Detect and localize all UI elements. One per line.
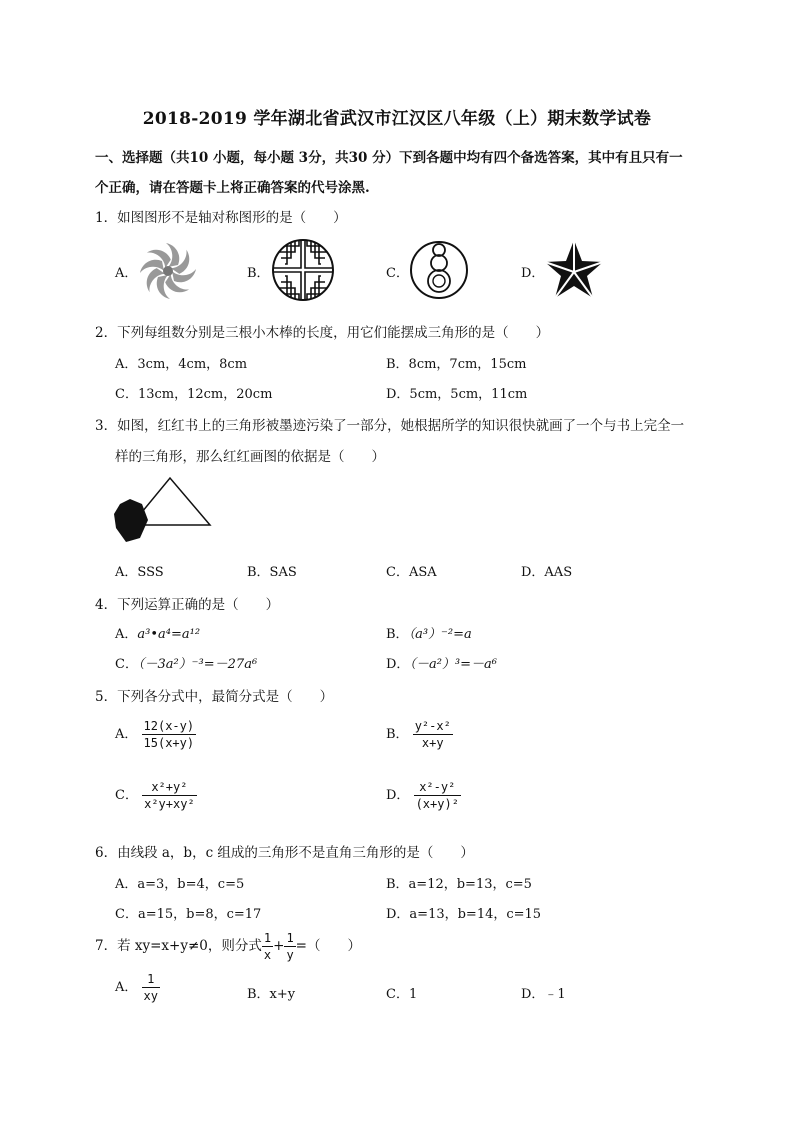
q4-option-c: C．（－3a²）⁻³=－27a⁶ <box>115 657 258 672</box>
q1-option-b-label: B． <box>247 266 270 281</box>
q2-option-d: D．5cm，5cm，11cm <box>386 387 528 402</box>
q6-option-a: A．a=3，b=4，c=5 <box>115 877 245 892</box>
q3-option-a: A．SSS <box>115 565 164 580</box>
q4-option-d: D．（－a²）³=－a⁶ <box>386 657 497 672</box>
question-3-line2: 样的三角形，那么红红画图的依据是（ ） <box>115 449 385 465</box>
section-instructions-line1: 一、选择题（共10 小题，每小题 3分，共30 分）下到各题中均有四个备选答案，其中有且只有一 <box>95 150 683 166</box>
ink-stained-triangle-figure <box>110 472 220 550</box>
q5-c-fraction: $\frac{\text{x²+y²}}{\text{x²y+xy²}}$ <box>144 780 195 811</box>
q7-frac-1-over-y: $\frac{1}{y}$ <box>286 931 294 962</box>
question-1-text: 1．如图图形不是轴对称图形的是（ ） <box>95 210 347 226</box>
q2-option-b: B．8cm，7cm，15cm <box>386 357 527 372</box>
q7-option-b: B．x+y <box>247 987 296 1002</box>
q2-option-a: A．3cm，4cm，8cm <box>115 357 248 372</box>
q7-a-fraction: $\frac{1}{xy}$ <box>143 972 158 1003</box>
q3-option-d: D．AAS <box>521 565 573 580</box>
q5-option-b: B． $\frac{\text{y²-x²}}{x+y}$ <box>386 719 451 750</box>
star-pentagon-icon <box>543 238 605 302</box>
q7-frac-1-over-x: $\frac{1}{x}$ <box>263 931 272 962</box>
q1-option-a-label: A． <box>115 266 138 281</box>
question-5-text: 5．下列各分式中，最简分式是（ ） <box>95 689 334 705</box>
q5-a-fraction: $\frac{12(x-y)}{15(x+y)}$ <box>143 719 195 750</box>
q3-option-b: B．SAS <box>247 565 297 580</box>
q6-option-b: B．a=12，b=13，c=5 <box>386 877 532 892</box>
stacked-circles-icon <box>409 236 469 304</box>
q5-option-a: A． $\frac{12(x-y)}{15(x+y)}$ <box>115 719 195 750</box>
q5-option-d: D． $\frac{\text{x²-y²}}{\text{(x+y)²}}$ <box>386 780 459 811</box>
q5-b-fraction: $\frac{\text{y²-x²}}{x+y}$ <box>414 719 451 750</box>
q7-option-a: A． $\frac{1}{xy}$ <box>115 972 158 1003</box>
pinwheel-figure-icon <box>135 238 201 304</box>
q7-option-c: C．1 <box>386 987 418 1002</box>
q1-option-d-label: D． <box>521 266 545 281</box>
question-2-text: 2．下列每组数分别是三根小木棒的长度，用它们能摆成三角形的是（ ） <box>95 325 550 341</box>
question-4-text: 4．下列运算正确的是（ ） <box>95 597 280 613</box>
q1-option-c-label: C． <box>386 266 409 281</box>
question-7-text: 7．若 xy=x+y≠0，则分式 $\frac{1}{x}$ + $\frac{1}{y}$ =（ ） <box>95 931 361 962</box>
q4-option-a: A．a³•a⁴=a¹² <box>115 627 201 642</box>
q4-option-b: B．（a³）⁻²=a <box>386 627 472 642</box>
question-3-line1: 3．如图，红红书上的三角形被墨迹污染了一部分，她根据所学的知识很快就画了一个与书上完全一 <box>95 418 685 434</box>
question-6-text: 6．由线段 a，b，c 组成的三角形不是直角三角形的是（ ） <box>95 845 474 861</box>
q2-option-c: C．13cm，12cm，20cm <box>115 387 273 402</box>
page-title: 2018-2019 学年湖北省武汉市江汉区八年级（上）期末数学试卷 <box>142 109 652 129</box>
square-pattern-circle-icon <box>271 238 335 302</box>
q5-option-c: C． $\frac{\text{x²+y²}}{\text{x²y+xy²}}$ <box>115 780 195 811</box>
q7-option-d: D．﹣1 <box>521 987 566 1002</box>
q6-option-d: D．a=13，b=14，c=15 <box>386 907 542 922</box>
q5-d-fraction: $\frac{\text{x²-y²}}{\text{(x+y)²}}$ <box>415 780 459 811</box>
section-instructions-line2: 个正确，请在答题卡上将正确答案的代号涂黑. <box>95 180 370 196</box>
q3-option-c: C．ASA <box>386 565 437 580</box>
q6-option-c: C．a=15，b=8，c=17 <box>115 907 262 922</box>
